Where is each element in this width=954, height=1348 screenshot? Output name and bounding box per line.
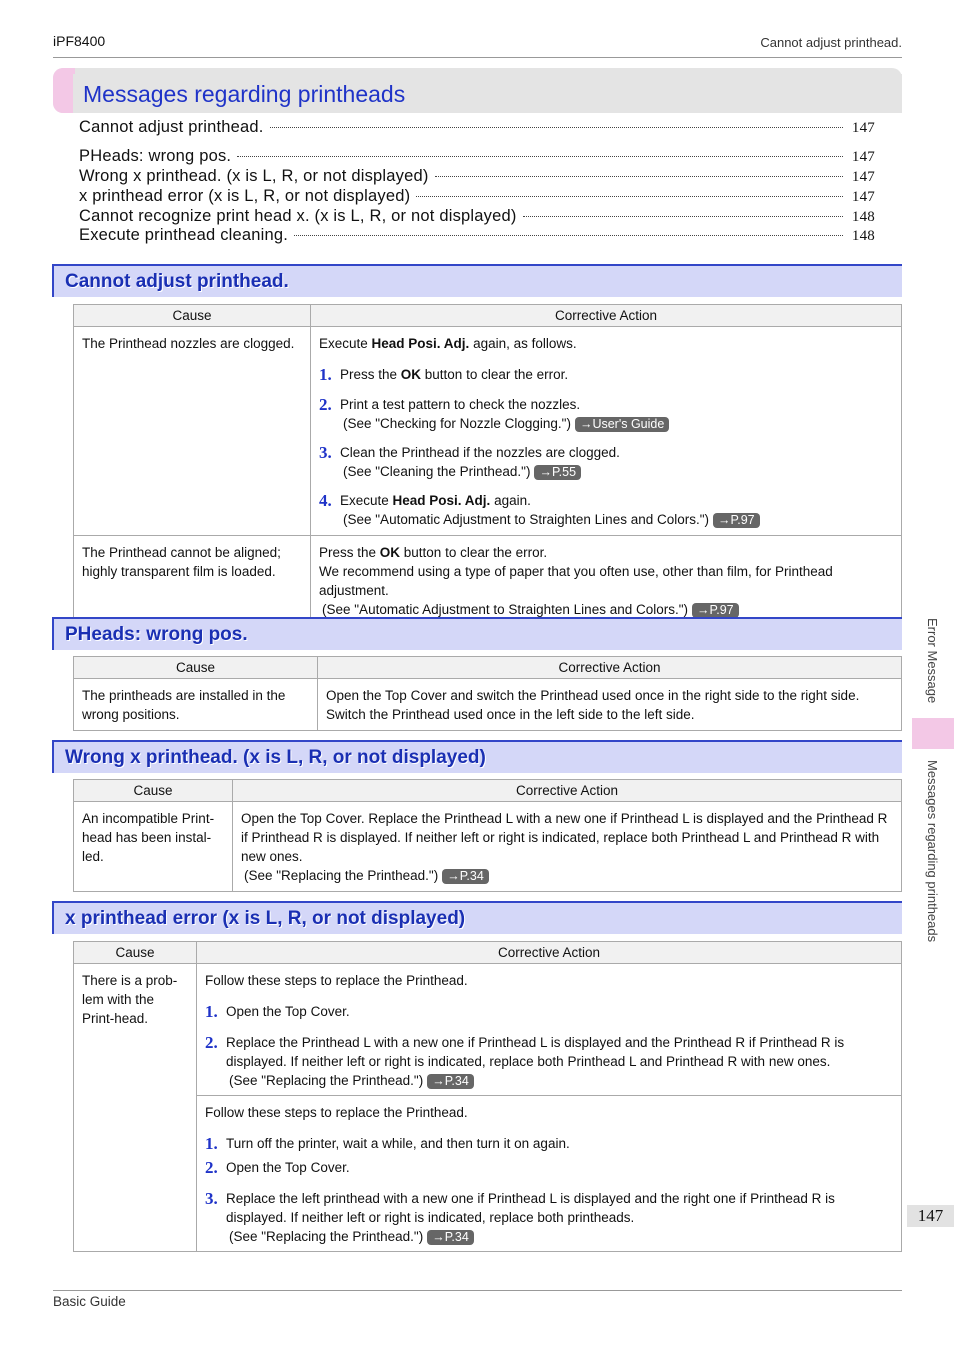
table-row [74, 964, 902, 1096]
toc-entry-page: 147 [851, 149, 875, 165]
column-header-action: Corrective Action [233, 780, 902, 802]
step-number: 2. [205, 1033, 218, 1052]
table-row [74, 802, 902, 892]
toc-entry[interactable] [79, 187, 875, 206]
text: again. [490, 493, 531, 508]
cause-cell: There is a prob-lem with the Print-head. [74, 964, 197, 1252]
header-model: iPF8400 [53, 33, 106, 49]
action-cell: Open the Top Cover and switch the Printhead used once in the right side to the right side. Switch the Printhead used once in the left side to the left side. [318, 679, 902, 731]
section-heading-printhead-error [52, 901, 902, 934]
action-cell [233, 802, 902, 892]
step-text: Clean the Printhead if the nozzles are clogged. [340, 445, 620, 460]
step-text: Replace the left printhead with a new one if Printhead L is displayed and the right one if Printhead R is displayed. If neither left or right is indicated, replace both printheads. [226, 1191, 835, 1225]
toc-entry[interactable] [79, 207, 875, 226]
text: button to clear the error. [400, 545, 548, 560]
header-divider [53, 57, 902, 58]
table-row [74, 327, 902, 536]
footer-divider [53, 1290, 902, 1291]
side-tab-subsection[interactable]: Messages regarding printheads [925, 760, 940, 943]
toc-entry-page: 147 [851, 169, 875, 185]
link-badge[interactable]: →P.34 [442, 869, 489, 884]
toc-leader [416, 196, 843, 197]
table-printhead-error [73, 941, 902, 1252]
toc-entry-text: Wrong x printhead. (x is L, R, or not displayed) [79, 167, 429, 185]
step-number: 4. [319, 491, 332, 510]
section-heading-text: Wrong x printhead. (x is L, R, or not displayed) [65, 747, 486, 768]
column-header-cause: Cause [74, 942, 197, 964]
toc-entry-text: PHeads: wrong pos. [79, 147, 232, 165]
table-row [74, 679, 902, 731]
step-number: 1. [319, 365, 332, 384]
button-name: OK [379, 545, 401, 560]
text: Press the [319, 545, 380, 560]
cross-reference: (See "Automatic Adjustment to Straighten Lines and Colors.") [343, 512, 710, 527]
step-number: 1. [205, 1134, 218, 1153]
toc-leader [523, 216, 843, 217]
toc-entry-text: Cannot adjust printhead. [79, 118, 264, 136]
page-number: 147 [907, 1205, 954, 1227]
link-badge[interactable]: →P.34 [427, 1074, 474, 1089]
toc-leader [435, 176, 843, 177]
text: Execute [319, 336, 372, 351]
toc-entry-page: 148 [851, 228, 875, 244]
text: Follow these steps to replace the Printhead. [205, 973, 468, 988]
section-heading-pheads-wrong-pos [52, 617, 902, 650]
footer-text: Basic Guide [53, 1294, 126, 1309]
cause-cell: An incompatible Print-head has been instal-led. [74, 802, 233, 892]
text: Press the [340, 367, 401, 382]
step-number: 2. [205, 1158, 218, 1177]
action-cell [197, 1096, 902, 1252]
text: Execute [340, 493, 393, 508]
toc-leader [237, 156, 843, 157]
link-badge[interactable]: →P.34 [427, 1230, 474, 1245]
side-tab-marker [912, 718, 954, 749]
column-header-cause: Cause [74, 657, 318, 679]
link-badge[interactable]: →P.55 [534, 465, 581, 480]
toc-entry[interactable] [79, 226, 875, 245]
step-text: Turn off the printer, wait a while, and then turn it on again. [226, 1136, 570, 1151]
column-header-action: Corrective Action [311, 305, 902, 327]
step-text: Open the Top Cover. [226, 1160, 350, 1175]
cross-reference: (See "Replacing the Printhead.") [229, 1229, 424, 1244]
menu-name: Head Posi. Adj. [392, 493, 491, 508]
cross-reference: (See "Cleaning the Printhead.") [343, 464, 531, 479]
page-title: Messages regarding printheads [83, 81, 406, 107]
column-header-action: Corrective Action [318, 657, 902, 679]
link-badge[interactable]: →P.97 [692, 603, 739, 618]
link-badge[interactable]: →P.97 [713, 513, 760, 528]
column-header-action: Corrective Action [197, 942, 902, 964]
cross-reference: (See "Automatic Adjustment to Straighten Lines and Colors.") [322, 602, 689, 617]
toc-entry-page: 148 [851, 209, 875, 225]
link-badge[interactable]: →User's Guide [575, 417, 669, 432]
table-wrong-printhead [73, 779, 902, 892]
step-text: Replace the Printhead L with a new one if Printhead L is displayed and the Printhead R if Printhead R is displayed. If neither left or right is indicated, replace both Printhead L and Printhead R with new ones. [226, 1035, 845, 1069]
menu-name: Head Posi. Adj. [371, 336, 470, 351]
toc-entry-text: x printhead error (x is L, R, or not displayed) [79, 187, 411, 205]
section-heading-text: Cannot adjust printhead. [65, 271, 289, 292]
cross-reference: (See "Replacing the Printhead.") [244, 868, 439, 883]
section-heading-wrong-printhead [52, 740, 902, 773]
button-name: OK [400, 367, 422, 382]
cross-reference: (See "Checking for Nozzle Clogging.") [343, 416, 571, 431]
step-text: Print a test pattern to check the nozzles. [340, 397, 581, 412]
section-heading-cannot-adjust [52, 264, 902, 297]
toc-entry-page: 147 [851, 189, 875, 205]
cause-cell: The Printhead nozzles are clogged. [74, 327, 311, 536]
table-pheads-wrong-pos [73, 656, 902, 731]
table-row [74, 536, 902, 626]
text: We recommend using a type of paper that you often use, other than film, for Printhead adjustment. [319, 564, 833, 598]
section-heading-text: x printhead error (x is L, R, or not displayed) [65, 908, 466, 929]
toc-entry[interactable] [79, 118, 875, 137]
table-row [74, 1096, 902, 1252]
cause-cell: The printheads are installed in the wrong positions. [74, 679, 318, 731]
column-header-cause: Cause [74, 780, 233, 802]
title-band [53, 68, 902, 113]
step-number: 1. [205, 1002, 218, 1021]
column-header-cause: Cause [74, 305, 311, 327]
action-cell [311, 327, 902, 536]
step-number: 3. [205, 1189, 218, 1208]
action-cell [197, 964, 902, 1096]
cross-reference: (See "Replacing the Printhead.") [229, 1073, 424, 1088]
side-tab-section[interactable]: Error Message [925, 618, 940, 704]
toc-entry[interactable] [79, 147, 875, 166]
text: again, as follows. [469, 336, 577, 351]
action-cell [311, 536, 902, 626]
header-running-title: Cannot adjust printhead. [760, 35, 902, 50]
toc-leader [270, 127, 843, 128]
toc-entry-text: Execute printhead cleaning. [79, 226, 289, 244]
section-heading-text: PHeads: wrong pos. [65, 624, 248, 645]
step-text: Open the Top Cover. [226, 1004, 350, 1019]
toc-leader [294, 235, 843, 236]
step-number: 3. [319, 443, 332, 462]
text: Open the Top Cover. Replace the Printhead L with a new one if Printhead L is displayed and the Printhead R if Printhead R is displayed. If neither left or right is indicated, replace both Printhead L and Printhead R with new ones. [241, 811, 888, 864]
table-cannot-adjust [73, 304, 902, 626]
text: Follow these steps to replace the Printhead. [205, 1105, 468, 1120]
text: button to clear the error. [421, 367, 569, 382]
toc-entry-page: 147 [851, 120, 875, 136]
toc-entry[interactable] [79, 167, 875, 186]
toc-entry-text: Cannot recognize print head x. (x is L, R, or not displayed) [79, 207, 517, 225]
cause-cell: The Printhead cannot be aligned; highly transparent film is loaded. [74, 536, 311, 626]
step-number: 2. [319, 395, 332, 414]
